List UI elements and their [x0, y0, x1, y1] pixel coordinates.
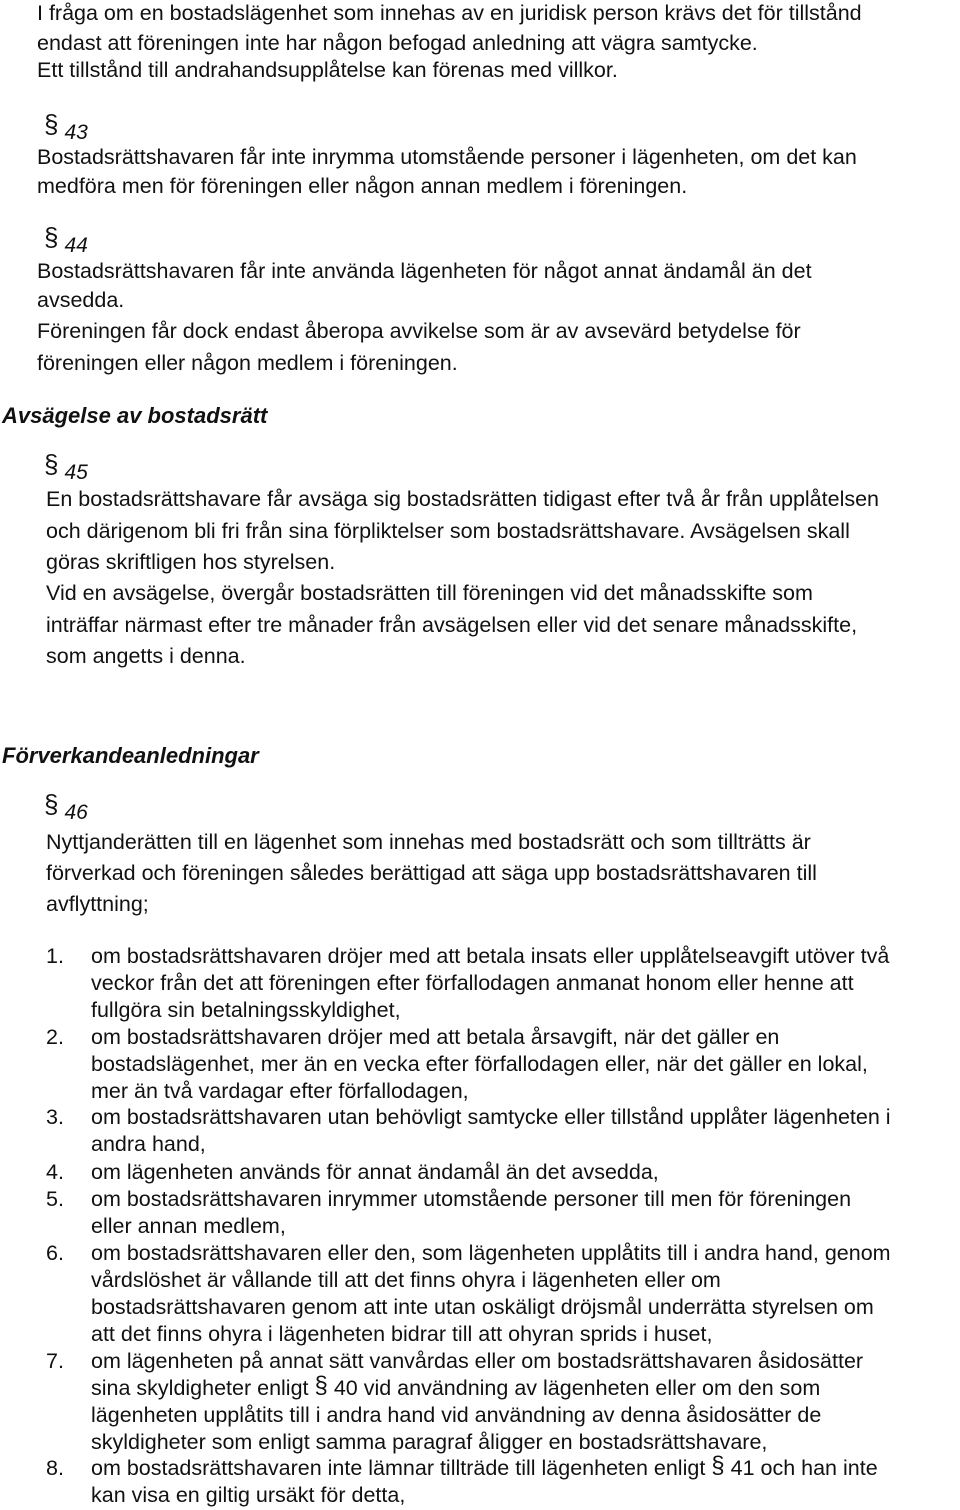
list-item-line: om bostadsrättshavaren dröjer med att betala årsavgift, när det gäller en [91, 1025, 780, 1049]
list-item-number: 6. [46, 1241, 64, 1265]
s44-line-2: avsedda. [37, 288, 125, 312]
s43-line-2: medföra men för föreningen eller någon annan medlem i föreningen. [37, 174, 688, 198]
heading-forverkande: Förverkandeanledningar [2, 743, 259, 768]
list-item-line: om bostadsrättshavaren dröjer med att betala insats eller upplåtelseavgift utöver två [91, 944, 890, 968]
list-item-line: om lägenheten på annat sätt vanvårdas eller om bostadsrättshavaren åsidosätter [91, 1349, 864, 1373]
list-item-text: om bostadsrättshavaren inte lämnar tillträde till lägenheten enligt [91, 1456, 712, 1480]
list-item-line: skyldigheter som enligt samma paragraf åligger en bostadsrättshavare, [91, 1430, 768, 1454]
s45-line-3: göras skriftligen hos styrelsen. [46, 550, 336, 574]
section-symbol-icon: § [711, 1452, 725, 1479]
list-item-line: om bostadsrättshavaren eller den, som lägenheten upplåtits till i andra hand, genom [91, 1241, 891, 1265]
list-item-line [91, 1453, 878, 1483]
list-item-number: 4. [46, 1160, 64, 1184]
s44-line-3: Föreningen får dock endast åberopa avvikelse som är av avsevärd betydelse för [37, 319, 801, 343]
list-item-number: 5. [46, 1187, 64, 1211]
s44-line-1: Bostadsrättshavaren får inte använda lägenheten för något annat ändamål än det [37, 259, 812, 283]
paragraph-number: 46 [64, 801, 88, 824]
s45-line-2: och därigenom bli fri från sina förpliktelser som bostadsrättshavare. Avsägelsen skall [46, 519, 850, 543]
intro-line-3: Ett tillstånd till andrahandsupplåtelse kan förenas med villkor. [37, 58, 618, 82]
list-item-line: mer än två vardagar efter förfallodagen, [91, 1079, 469, 1103]
list-item-text: 41 och han inte [724, 1456, 878, 1480]
paragraph-number: 43 [64, 121, 88, 144]
list-item-line: lägenheten upplåtits till i andra hand vid användning av denna åsidosätter de [91, 1403, 822, 1427]
s45-line-6: som angetts i denna. [46, 644, 246, 668]
list-item-number: 7. [46, 1349, 64, 1373]
section-symbol-icon: § [314, 1372, 328, 1399]
list-item-line: eller annan medlem, [91, 1214, 286, 1238]
paragraph-number: 45 [64, 461, 88, 484]
s44-line-4: föreningen eller någon medlem i föreningen. [37, 351, 458, 375]
list-item-number: 8. [46, 1456, 64, 1480]
list-item-line: att det finns ohyra i lägenheten bidrar till att ohyran sprids i huset, [91, 1322, 713, 1346]
s46-line-3: avflyttning; [46, 892, 149, 916]
list-item-line [91, 1373, 820, 1403]
s46-line-1: Nyttjanderätten till en lägenhet som innehas med bostadsrätt och som tillträtts är [46, 830, 811, 854]
paragraph-45-header [44, 449, 88, 486]
list-item-number: 3. [46, 1105, 64, 1129]
heading-avsagelse: Avsägelse av bostadsrätt [2, 403, 268, 428]
list-item-line: om bostadsrättshavaren inrymmer utomstående personer till men för föreningen [91, 1187, 852, 1211]
list-item-line: kan visa en giltig ursäkt för detta, [91, 1483, 406, 1507]
s45-line-5: inträffar närmast efter tre månader från avsägelsen eller vid det senare månadsskifte, [46, 613, 858, 637]
list-item-number: 1. [46, 944, 64, 968]
s46-line-2: förverkad och föreningen således berättigad att säga upp bostadsrättshavaren till [46, 861, 817, 885]
list-item-line: om bostadsrättshavaren utan behövligt samtycke eller tillstånd upplåter lägenheten i [91, 1105, 891, 1129]
intro-line-2: endast att föreningen inte har någon befogad anledning att vägra samtycke. [37, 31, 758, 55]
list-item-line: andra hand, [91, 1132, 206, 1156]
paragraph-44-header [44, 222, 88, 259]
s45-line-1: En bostadsrättshavare får avsäga sig bostadsrätten tidigast efter två år från upplåtelsen [46, 487, 880, 511]
s45-line-4: Vid en avsägelse, övergår bostadsrätten till föreningen vid det månadsskifte som [46, 581, 813, 605]
list-item-line: bostadslägenhet, mer än en vecka efter förfallodagen eller, när det gäller en lokal, [91, 1052, 868, 1076]
intro-line-1: I fråga om en bostadslägenhet som innehas av en juridisk person krävs det för tillstånd [37, 1, 862, 25]
paragraph-46-header [44, 789, 88, 826]
list-item-line: bostadsrättshavaren genom att inte utan oskäligt dröjsmål underrätta styrelsen om [91, 1295, 874, 1319]
list-item-line: om lägenheten används för annat ändamål än det avsedda, [91, 1160, 659, 1184]
list-item-text: 40 vid användning av lägenheten eller om den som [327, 1376, 821, 1400]
paragraph-number: 44 [64, 234, 88, 257]
list-item-line: vårdslöshet är vållande till att det finns ohyra i lägenheten eller om [91, 1268, 721, 1292]
list-item-line: fullgöra sin betalningsskyldighet, [91, 998, 401, 1022]
section-symbol-icon: § [44, 109, 59, 139]
section-symbol-icon: § [44, 789, 59, 819]
s43-line-1: Bostadsrättshavaren får inte inrymma utomstående personer i lägenheten, om det kan [37, 145, 857, 169]
list-item-text: sina skyldigheter enligt [91, 1376, 315, 1400]
list-item-number: 2. [46, 1025, 64, 1049]
list-item-line: veckor från det att föreningen efter förfallodagen anmanat honom eller henne att [91, 971, 854, 995]
section-symbol-icon: § [44, 449, 59, 479]
section-symbol-icon: § [44, 222, 59, 252]
